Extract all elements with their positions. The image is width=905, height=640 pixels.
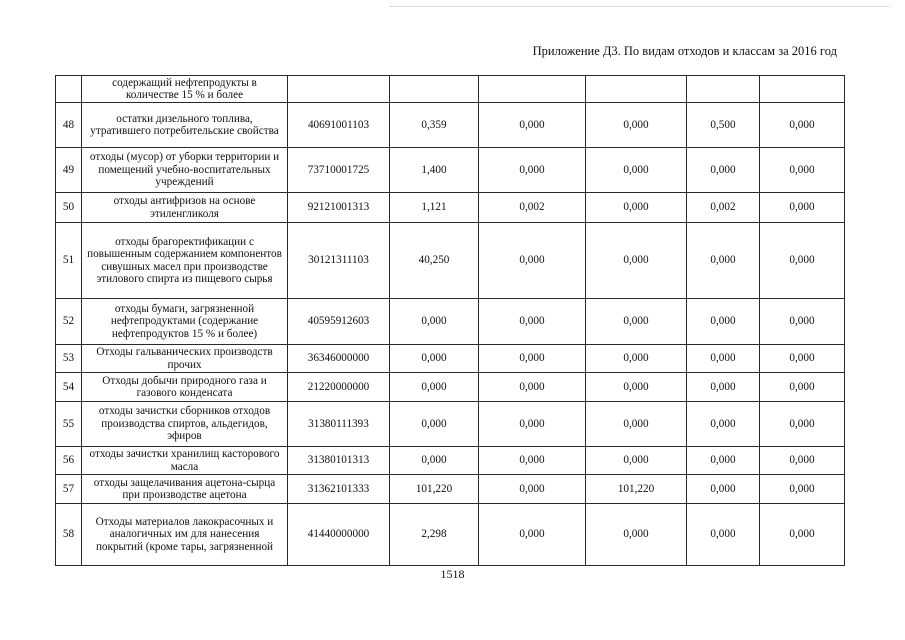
value-cell-3: 0,000 — [586, 447, 687, 475]
value-cell-3: 0,000 — [586, 373, 687, 402]
table-row — [56, 299, 845, 345]
value-cell-4: 0,000 — [687, 148, 760, 193]
value-cell-4: 0,000 — [687, 504, 760, 566]
waste-name-cell: отходы (мусор) от уборки территории и помещений учебно-воспитательных учреждений — [82, 148, 288, 193]
row-number-cell — [56, 76, 82, 103]
fkko-code-cell: 36346000000 — [288, 345, 390, 373]
value-cell-4: 0,000 — [687, 345, 760, 373]
value-cell-5: 0,000 — [760, 345, 845, 373]
value-cell-5 — [760, 76, 845, 103]
waste-name-cell: отходы брагоректификации с повышенным содержанием компонентов сивушных масел при производстве этилового спирта из пищевого сырья — [82, 223, 288, 299]
value-cell-3: 101,220 — [586, 475, 687, 504]
value-cell-5: 0,000 — [760, 475, 845, 504]
value-cell-4: 0,000 — [687, 447, 760, 475]
value-cell-5: 0,000 — [760, 193, 845, 223]
value-cell-1: 0,000 — [390, 299, 479, 345]
table-row — [56, 193, 845, 223]
page-number: 1518 — [440, 567, 465, 581]
fkko-code-cell: 40595912603 — [288, 299, 390, 345]
value-cell-5: 0,000 — [760, 148, 845, 193]
value-cell-5: 0,000 — [760, 504, 845, 566]
value-cell-4: 0,500 — [687, 103, 760, 148]
row-number-cell: 57 — [56, 475, 82, 504]
value-cell-1 — [390, 76, 479, 103]
value-cell-3 — [586, 76, 687, 103]
waste-name-cell: отходы зачистки хранилищ касторового масла — [82, 447, 288, 475]
waste-name-cell: Отходы материалов лакокрасочных и аналогичных им для нанесения покрытий (кроме тары, загрязненной — [82, 504, 288, 566]
fkko-code-cell: 31362101333 — [288, 475, 390, 504]
waste-name-cell: содержащий нефтепродукты в количестве 15 % и более — [82, 76, 288, 103]
value-cell-2: 0,000 — [479, 402, 586, 447]
value-cell-2: 0,000 — [479, 504, 586, 566]
waste-name-cell: остатки дизельного топлива, утратившего потребительские свойства — [82, 103, 288, 148]
value-cell-4: 0,000 — [687, 223, 760, 299]
fkko-code-cell: 73710001725 — [288, 148, 390, 193]
value-cell-3: 0,000 — [586, 504, 687, 566]
waste-name-cell: Отходы добычи природного газа и газового конденсата — [82, 373, 288, 402]
row-number-cell: 55 — [56, 402, 82, 447]
value-cell-1: 0,000 — [390, 345, 479, 373]
value-cell-1: 1,121 — [390, 193, 479, 223]
value-cell-1: 1,400 — [390, 148, 479, 193]
value-cell-3: 0,000 — [586, 345, 687, 373]
row-number-cell: 48 — [56, 103, 82, 148]
value-cell-1: 0,000 — [390, 447, 479, 475]
value-cell-3: 0,000 — [586, 223, 687, 299]
value-cell-1: 40,250 — [390, 223, 479, 299]
value-cell-2: 0,000 — [479, 148, 586, 193]
value-cell-2 — [479, 76, 586, 103]
scan-artifact-line — [390, 6, 890, 7]
table-row — [56, 447, 845, 475]
row-number-cell: 51 — [56, 223, 82, 299]
value-cell-1: 0,359 — [390, 103, 479, 148]
table-row — [56, 504, 845, 566]
value-cell-5: 0,000 — [760, 223, 845, 299]
value-cell-3: 0,000 — [586, 193, 687, 223]
value-cell-2: 0,000 — [479, 447, 586, 475]
value-cell-1: 0,000 — [390, 402, 479, 447]
fkko-code-cell: 31380101313 — [288, 447, 390, 475]
value-cell-4: 0,000 — [687, 475, 760, 504]
table-row — [56, 402, 845, 447]
table-row — [56, 475, 845, 504]
row-number-cell: 50 — [56, 193, 82, 223]
fkko-code-cell: 92121001313 — [288, 193, 390, 223]
table-row — [56, 76, 845, 103]
value-cell-1: 2,298 — [390, 504, 479, 566]
waste-name-cell: отходы бумаги, загрязненной нефтепродуктами (содержание нефтепродуктов 15 % и более) — [82, 299, 288, 345]
waste-table — [55, 75, 845, 566]
value-cell-2: 0,000 — [479, 345, 586, 373]
table-row — [56, 373, 845, 402]
fkko-code-cell — [288, 76, 390, 103]
value-cell-3: 0,000 — [586, 299, 687, 345]
waste-name-cell: отходы антифризов на основе этиленгликоля — [82, 193, 288, 223]
value-cell-5: 0,000 — [760, 103, 845, 148]
table-row — [56, 345, 845, 373]
value-cell-5: 0,000 — [760, 299, 845, 345]
value-cell-5: 0,000 — [760, 402, 845, 447]
table-row — [56, 223, 845, 299]
value-cell-3: 0,000 — [586, 402, 687, 447]
appendix-header: Приложение Д3. По видам отходов и классам за 2016 год — [532, 44, 837, 58]
value-cell-3: 0,000 — [586, 103, 687, 148]
row-number-cell: 53 — [56, 345, 82, 373]
value-cell-4 — [687, 76, 760, 103]
waste-name-cell: Отходы гальванических производств прочих — [82, 345, 288, 373]
fkko-code-cell: 31380111393 — [288, 402, 390, 447]
value-cell-4: 0,000 — [687, 373, 760, 402]
fkko-code-cell: 21220000000 — [288, 373, 390, 402]
table-body — [56, 76, 845, 566]
value-cell-5: 0,000 — [760, 447, 845, 475]
fkko-code-cell: 41440000000 — [288, 504, 390, 566]
row-number-cell: 58 — [56, 504, 82, 566]
value-cell-2: 0,000 — [479, 223, 586, 299]
value-cell-4: 0,000 — [687, 402, 760, 447]
row-number-cell: 52 — [56, 299, 82, 345]
value-cell-2: 0,000 — [479, 299, 586, 345]
row-number-cell: 49 — [56, 148, 82, 193]
value-cell-4: 0,000 — [687, 299, 760, 345]
value-cell-1: 101,220 — [390, 475, 479, 504]
value-cell-1: 0,000 — [390, 373, 479, 402]
row-number-cell: 54 — [56, 373, 82, 402]
waste-name-cell: отходы зачистки сборников отходов производства спиртов, альдегидов, эфиров — [82, 402, 288, 447]
table-row — [56, 148, 845, 193]
value-cell-4: 0,002 — [687, 193, 760, 223]
value-cell-2: 0,000 — [479, 103, 586, 148]
value-cell-2: 0,000 — [479, 373, 586, 402]
waste-name-cell: отходы защелачивания ацетона-сырца при производстве ацетона — [82, 475, 288, 504]
fkko-code-cell: 30121311103 — [288, 223, 390, 299]
value-cell-2: 0,002 — [479, 193, 586, 223]
table-row — [56, 103, 845, 148]
fkko-code-cell: 40691001103 — [288, 103, 390, 148]
row-number-cell: 56 — [56, 447, 82, 475]
value-cell-5: 0,000 — [760, 373, 845, 402]
value-cell-3: 0,000 — [586, 148, 687, 193]
value-cell-2: 0,000 — [479, 475, 586, 504]
